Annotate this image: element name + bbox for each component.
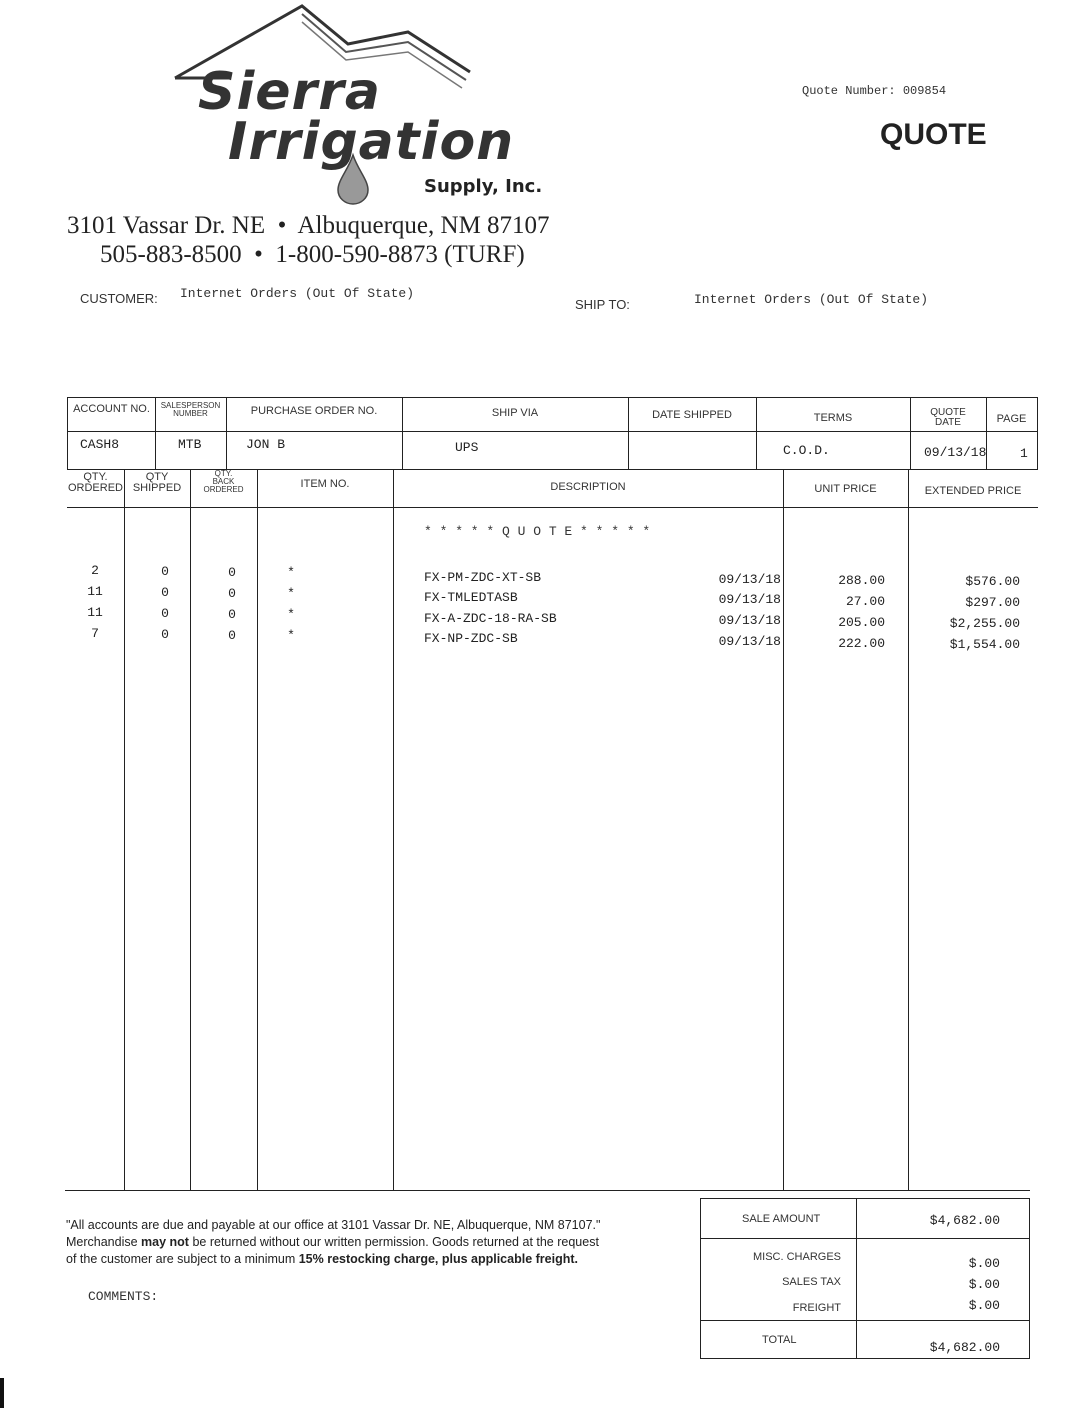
logo-word-sierra: Sierra bbox=[198, 62, 381, 122]
terms-header: TERMS bbox=[813, 412, 853, 424]
sale-amount-value: $4,682.00 bbox=[929, 1213, 1000, 1228]
account-no-value: CASH8 bbox=[80, 437, 120, 452]
page-header: PAGE bbox=[996, 413, 1027, 425]
sale-amount-label: SALE AMOUNT bbox=[742, 1213, 821, 1225]
terms-text-c: be returned without our written permission. Goods returned at the request bbox=[188, 1235, 599, 1249]
item-no: * bbox=[287, 628, 295, 643]
misc-charges-value: $.00 bbox=[968, 1256, 1000, 1271]
total-value: $4,682.00 bbox=[929, 1340, 1000, 1355]
unit-price: 222.00 bbox=[838, 636, 885, 651]
po-no-header: PURCHASE ORDER NO. bbox=[250, 405, 378, 417]
ship-via-value: UPS bbox=[455, 440, 479, 455]
payment-terms-line-3 bbox=[66, 1252, 578, 1266]
po-no-value: JON B bbox=[246, 437, 286, 452]
item-no: * bbox=[287, 565, 295, 580]
customer-label: CUSTOMER: bbox=[80, 291, 158, 306]
quote-date-header-1: QUOTE bbox=[930, 407, 966, 418]
salesperson-header-2: NUMBER bbox=[173, 409, 208, 418]
qty-ordered: 7 bbox=[91, 626, 99, 641]
item-no-header: ITEM NO. bbox=[300, 478, 350, 490]
extended-price: $1,554.00 bbox=[949, 637, 1020, 652]
item-no: * bbox=[287, 607, 295, 622]
qty-back-header-1: QTY. bbox=[214, 469, 233, 478]
customer-value: Internet Orders (Out Of State) bbox=[180, 286, 415, 301]
item-description: FX-A-ZDC-18-RA-SB bbox=[424, 611, 557, 626]
qty-back-header-2: BACK bbox=[212, 477, 235, 486]
qty-shipped: 0 bbox=[161, 627, 169, 642]
ship-via-header: SHIP VIA bbox=[491, 407, 539, 419]
sales-tax-label: SALES TAX bbox=[782, 1276, 841, 1288]
item-date: 09/13/18 bbox=[718, 634, 781, 649]
item-date: 09/13/18 bbox=[718, 592, 781, 607]
qty-shipped: 0 bbox=[161, 585, 169, 600]
unit-price: 27.00 bbox=[845, 594, 885, 609]
misc-charges-label: MISC. CHARGES bbox=[752, 1251, 841, 1263]
salesperson-header-1: SALESPERSON bbox=[160, 401, 221, 410]
qty-shipped: 0 bbox=[161, 564, 169, 579]
description-header: DESCRIPTION bbox=[550, 481, 626, 493]
qty-ordered-header-2: ORDERED bbox=[67, 482, 123, 494]
item-date: 09/13/18 bbox=[718, 613, 781, 628]
extended-price: $576.00 bbox=[965, 574, 1020, 589]
logo-word-irrigation: Irrigation bbox=[228, 112, 515, 172]
unit-price: 288.00 bbox=[838, 573, 885, 588]
qty-back-ordered: 0 bbox=[228, 565, 236, 580]
qty-back-ordered: 0 bbox=[228, 586, 236, 601]
ship-to-label: SHIP TO: bbox=[575, 297, 630, 312]
item-no: * bbox=[287, 586, 295, 601]
qty-ordered: 11 bbox=[87, 605, 103, 620]
total-label: TOTAL bbox=[762, 1334, 797, 1346]
item-description: FX-NP-ZDC-SB bbox=[424, 631, 518, 646]
payment-terms-line-2 bbox=[66, 1235, 599, 1249]
scan-edge-mark bbox=[0, 1378, 4, 1408]
qty-back-ordered: 0 bbox=[228, 607, 236, 622]
item-date: 09/13/18 bbox=[718, 572, 781, 587]
freight-label: FREIGHT bbox=[792, 1302, 841, 1314]
extended-price: $297.00 bbox=[965, 595, 1020, 610]
terms-text-bold: 15% restocking charge, plus applicable freight. bbox=[298, 1252, 578, 1266]
ship-to-value: Internet Orders (Out Of State) bbox=[694, 292, 929, 307]
qty-shipped-header-1: QTY bbox=[145, 471, 169, 483]
unit-price-header: UNIT PRICE bbox=[814, 483, 877, 495]
company-phone: 505-883-8500 • 1-800-590-8873 (TURF) bbox=[100, 241, 525, 268]
freight-value: $.00 bbox=[968, 1298, 1000, 1313]
qty-back-header-3: ORDERED bbox=[203, 485, 244, 494]
terms-value: C.O.D. bbox=[783, 443, 830, 458]
date-shipped-header: DATE SHIPPED bbox=[652, 409, 732, 421]
qty-ordered-header-1: QTY. bbox=[83, 471, 108, 483]
sales-tax-value: $.00 bbox=[968, 1277, 1000, 1292]
account-no-header: ACCOUNT NO. bbox=[73, 403, 150, 415]
quote-date-header-2: DATE bbox=[935, 417, 961, 428]
comments-label: COMMENTS: bbox=[88, 1289, 159, 1304]
unit-price: 205.00 bbox=[838, 615, 885, 630]
item-description: FX-TMLEDTASB bbox=[424, 590, 518, 605]
terms-text-a: Merchandise bbox=[66, 1235, 142, 1249]
company-logo bbox=[170, 0, 570, 205]
extended-price-header: EXTENDED PRICE bbox=[924, 485, 1022, 497]
logo-word-supply: Supply, Inc. bbox=[424, 176, 543, 197]
salesperson-value: MTB bbox=[178, 437, 202, 452]
qty-ordered: 2 bbox=[91, 563, 99, 578]
quote-number: Quote Number: 009854 bbox=[802, 84, 947, 98]
qty-shipped-header-2: SHIPPED bbox=[132, 482, 182, 494]
terms-text-a: of the customer are subject to a minimum bbox=[66, 1252, 299, 1266]
qty-shipped: 0 bbox=[161, 606, 169, 621]
qty-back-ordered: 0 bbox=[228, 628, 236, 643]
quote-banner: * * * * * Q U O T E * * * * * bbox=[424, 524, 651, 539]
payment-terms-line-1: "All accounts are due and payable at our office at 3101 Vassar Dr. NE, Albuquerque, NM 87107." bbox=[66, 1218, 601, 1232]
extended-price: $2,255.00 bbox=[949, 616, 1020, 631]
qty-ordered: 11 bbox=[87, 584, 103, 599]
page-value: 1 bbox=[1020, 446, 1028, 461]
item-description: FX-PM-ZDC-XT-SB bbox=[424, 570, 542, 585]
terms-text-bold: may not bbox=[141, 1235, 189, 1249]
document-title: QUOTE bbox=[880, 118, 987, 151]
quote-date-value: 09/13/18 bbox=[924, 445, 987, 460]
company-address: 3101 Vassar Dr. NE • Albuquerque, NM 87107 bbox=[67, 212, 550, 239]
